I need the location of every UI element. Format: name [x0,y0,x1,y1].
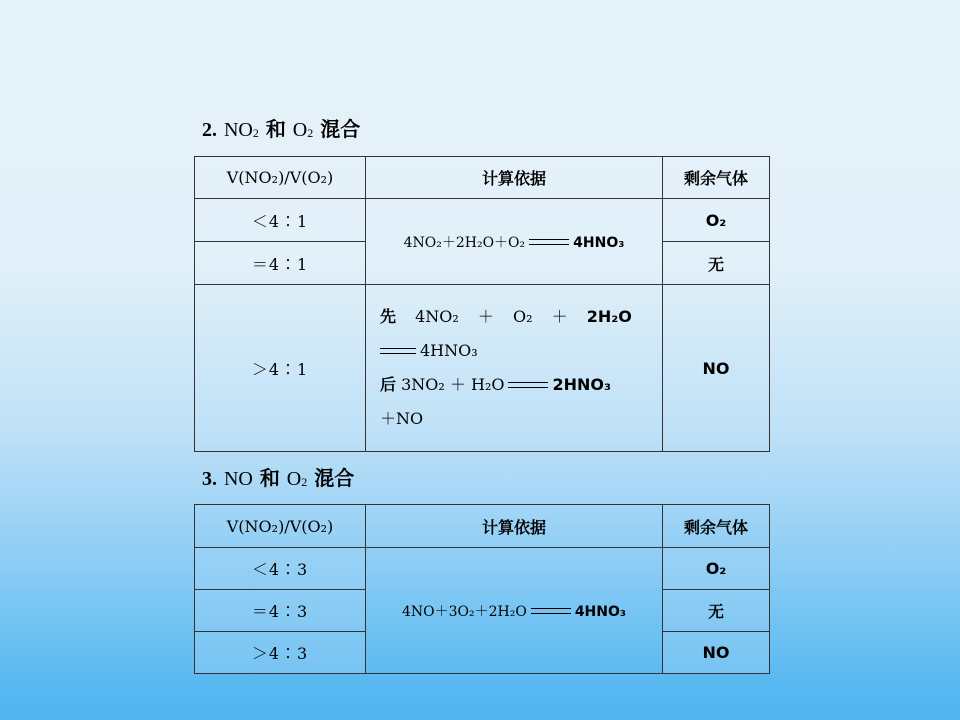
ratio-cell: ＜4∶3 [195,548,366,590]
section-2-number: 2. [202,119,217,141]
equals-sign [531,608,571,614]
equals-sign [380,348,416,354]
table-row [195,285,770,452]
equation-line-3 [380,368,652,402]
equation-cell [366,548,663,674]
section-2-mix: 混合 [320,117,361,141]
step1-reactant-c: 2H₂O [586,307,632,326]
section-3-heading [202,466,354,493]
section-3-gas1: NO [223,468,253,490]
section-3-gas2-sub: 2 [301,475,308,489]
step1-reactant-b: O₂ [513,307,533,326]
no-o2-table [194,504,770,674]
equals-sign [529,239,569,245]
remain-cell: NO [663,285,770,452]
header-remain: 剩余气体 [663,157,770,199]
header-basis: 计算依据 [366,157,663,199]
equals-sign [508,382,548,388]
section-3-number: 3. [202,468,217,490]
remain-cell: 无 [663,242,770,285]
section-2-gas1-sub: 2 [252,126,259,140]
equation-line-1 [380,300,652,334]
equation-cell [366,199,663,285]
table-header-row [195,505,770,548]
step1-product: 4HNO₃ [420,341,478,360]
step2-product-extra: ＋NO [380,409,424,428]
remain-cell: O₂ [663,548,770,590]
step1-plus-1: ＋ [477,307,494,326]
no2-o2-table [194,156,770,452]
table-header-row [195,157,770,199]
step-first-label: 先 [380,307,397,326]
header-remain: 剩余气体 [663,505,770,548]
section-2-gas1: NO [223,119,253,141]
section-3-and: 和 [259,466,280,490]
section-2-gas2-sub: 2 [307,126,314,140]
ratio-cell: ＝4∶3 [195,590,366,632]
header-ratio: V(NO₂)/V(O₂) [195,505,366,548]
equation-lhs: 4NO₂＋2H₂O＋O₂ [403,234,526,251]
remain-cell: 无 [663,590,770,632]
section-2-and: 和 [265,117,286,141]
step2-reactants: 3NO₂ ＋ H₂O [401,375,505,394]
ratio-cell: ＞4∶1 [195,285,366,452]
section-3-gas2: O [286,468,302,490]
step1-plus-2: ＋ [551,307,568,326]
equation-rhs: 4HNO₃ [573,234,625,251]
ratio-cell: ＜4∶1 [195,199,366,242]
equation-line-2 [380,334,652,368]
section-3-mix: 混合 [314,466,355,490]
table-row [195,199,770,242]
ratio-cell: ＞4∶3 [195,632,366,674]
section-2-gas2: O [292,119,308,141]
equation-lhs: 4NO＋3O₂＋2H₂O [401,603,527,620]
equation-line-4 [380,402,652,436]
step-then-label: 后 [380,375,397,394]
step1-reactant-a: 4NO₂ [415,307,459,326]
section-2-heading [202,117,360,144]
step2-product: 2HNO₃ [552,375,612,394]
ratio-cell: ＝4∶1 [195,242,366,285]
remain-cell: O₂ [663,199,770,242]
remain-cell: NO [663,632,770,674]
header-ratio: V(NO₂)/V(O₂) [195,157,366,199]
table-row [195,548,770,590]
multi-step-equation-cell [366,285,663,452]
header-basis: 计算依据 [366,505,663,548]
equation-rhs: 4HNO₃ [574,603,627,620]
